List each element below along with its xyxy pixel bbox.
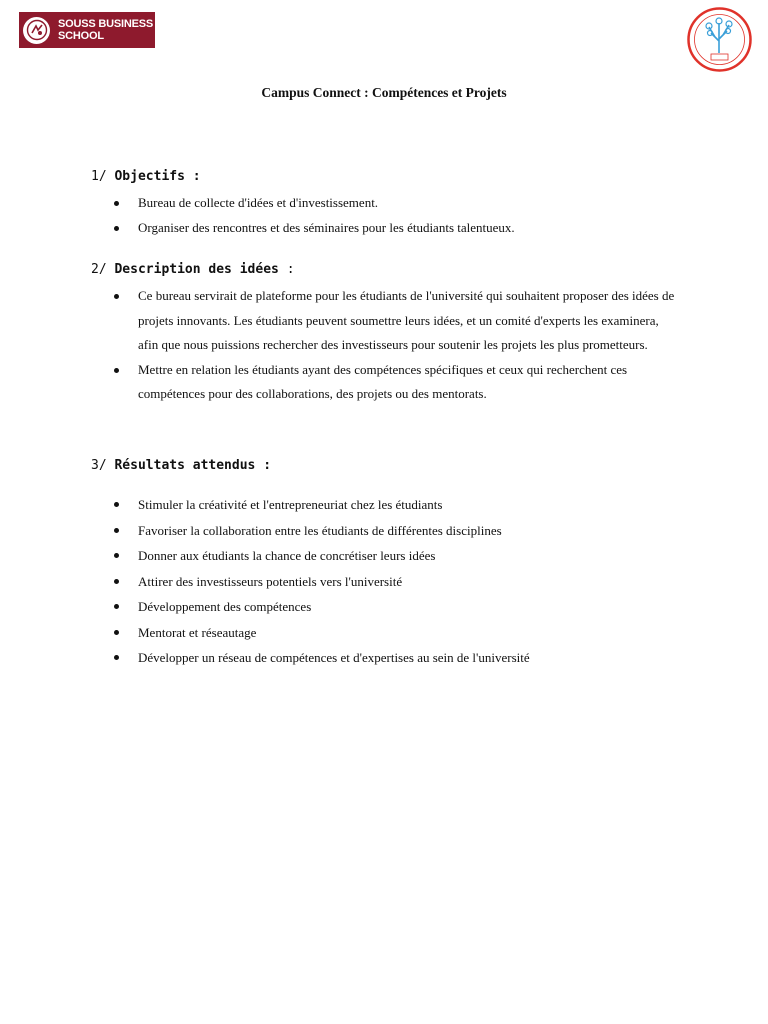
bullet-icon [114, 528, 119, 533]
tree-seal-logo [687, 7, 752, 72]
tree-seal-icon [687, 7, 752, 72]
list-item-text: Donner aux étudiants la chance de concrétiser leurs idées [138, 548, 436, 563]
bullet-icon [114, 630, 119, 635]
list-item [0, 518, 678, 544]
logo-text [58, 18, 153, 42]
section-2-number: 2/ [91, 262, 107, 277]
souss-business-school-logo [19, 12, 155, 48]
list-item [0, 543, 678, 569]
bullet-icon [114, 579, 119, 584]
section-3-title: Résultats attendus : [114, 458, 272, 473]
bullet-icon [114, 655, 119, 660]
section-1-list [0, 191, 678, 240]
list-item-text: Mentorat et réseautage [138, 624, 257, 640]
bullet-icon [114, 553, 119, 558]
bullet-icon [114, 502, 119, 507]
list-item-text: Développement des compétences [138, 599, 312, 614]
school-emblem-icon [23, 17, 50, 44]
section-1-heading [91, 169, 201, 184]
bullet-icon [114, 201, 119, 206]
list-item [0, 284, 678, 358]
list-item [0, 216, 678, 241]
list-item [0, 620, 678, 646]
list-item [0, 645, 678, 671]
list-item-text: Ce bureau servirait de plateforme pour les étudiants de l'université qui souhaitent proposer des idées de projets innovants. Les étudiants peuvent soumettre leurs idées, et un comité d'experts les examinera, afin que nous puissions rechercher des investisseurs pour soutenir les projets les plus prometteurs. [138, 288, 675, 352]
section-3-number: 3/ [91, 458, 107, 473]
list-item-text: Attirer des investisseurs potentiels vers l'université [138, 573, 403, 589]
list-item-text: Mettre en relation les étudiants ayant des compétences spécifiques et ceux qui recherchent ces compétences pour des collaborations, des projets ou des mentorats. [138, 361, 628, 401]
logo-text-line2: SCHOOL [58, 30, 104, 42]
bullet-icon [114, 604, 119, 609]
bullet-icon [114, 368, 119, 373]
bullet-icon [114, 226, 119, 231]
section-2-title: Description des idées [114, 262, 279, 277]
list-item-text: Bureau de collecte d'idées et d'investissement. [138, 195, 379, 210]
list-item-text: Stimuler la créativité et l'entrepreneuriat chez les étudiants [138, 497, 443, 512]
logo-text-line1: SOUSS BUSINESS [58, 18, 154, 30]
list-item [0, 358, 678, 407]
section-2-colon: : [286, 262, 295, 277]
list-item [0, 569, 678, 595]
list-item [0, 191, 678, 216]
bullet-icon [114, 294, 119, 299]
section-3-heading [91, 458, 271, 473]
list-item [0, 492, 678, 518]
list-item-text: Favoriser la collaboration entre les étudiants de différentes disciplines [138, 522, 502, 538]
section-1-number: 1/ [91, 169, 107, 184]
list-item-text: Organiser des rencontres et des séminaires pour les étudiants talentueux. [138, 219, 515, 235]
list-item-text: Développer un réseau de compétences et d'expertises au sein de l'université [138, 650, 530, 665]
section-2-list [0, 284, 678, 407]
section-1-title: Objectifs : [114, 169, 201, 184]
document-title: Campus Connect : Compétences et Projets [261, 85, 507, 100]
list-item [0, 594, 678, 620]
section-2-heading [91, 262, 295, 277]
section-3-list [0, 492, 678, 671]
